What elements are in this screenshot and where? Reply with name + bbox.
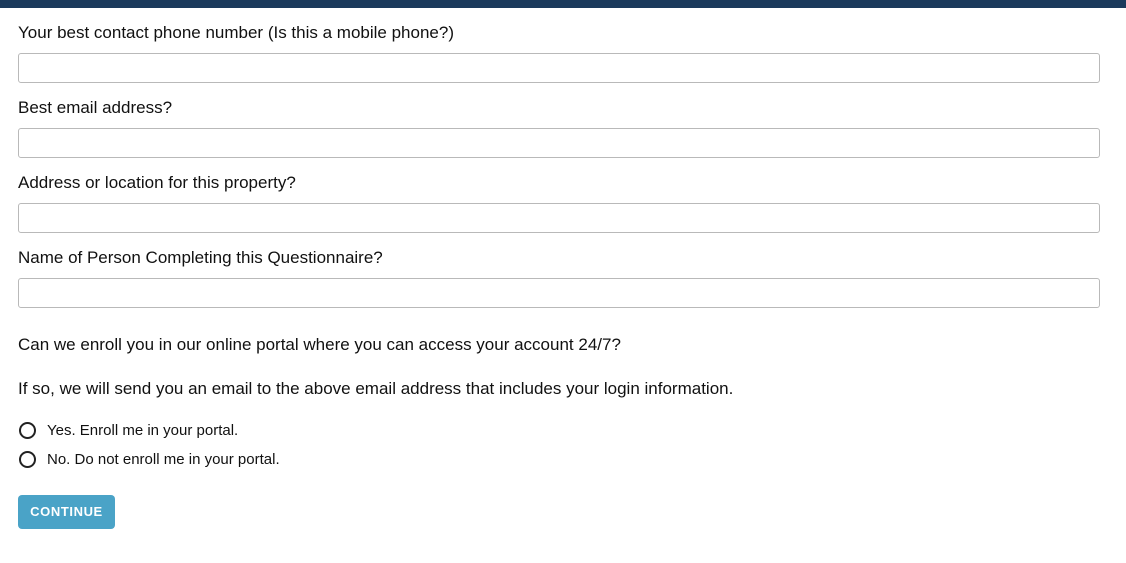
continue-button[interactable]: CONTINUE xyxy=(18,495,115,529)
radio-circle-icon[interactable] xyxy=(19,451,36,468)
top-accent-bar xyxy=(0,0,1126,8)
radio-circle-icon[interactable] xyxy=(19,422,36,439)
field-email-label: Best email address? xyxy=(18,98,173,117)
portal-option-no-label: No. Do not enroll me in your portal. xyxy=(47,451,280,468)
field-name-label: Name of Person Completing this Questionnaire? xyxy=(18,248,383,267)
questionnaire-form xyxy=(0,22,1126,529)
field-phone-label: Your best contact phone number (Is this a mobile phone?) xyxy=(18,23,454,42)
field-address-label: Address or location for this property? xyxy=(18,173,296,192)
phone-input[interactable] xyxy=(18,53,1100,83)
field-address xyxy=(18,172,1108,233)
field-phone xyxy=(18,22,1108,83)
portal-question-text: Can we enroll you in our online portal where you can access your account 24/7? xyxy=(18,335,621,354)
email-input[interactable] xyxy=(18,128,1100,158)
portal-option-yes-label: Yes. Enroll me in your portal. xyxy=(47,422,239,439)
address-input[interactable] xyxy=(18,203,1100,233)
field-email xyxy=(18,97,1108,158)
name-input[interactable] xyxy=(18,278,1100,308)
portal-option-yes[interactable] xyxy=(18,416,1108,445)
portal-radio-group xyxy=(18,416,1108,474)
field-name xyxy=(18,247,1108,308)
portal-option-no[interactable] xyxy=(18,445,1108,474)
portal-note-text: If so, we will send you an email to the above email address that includes your login information. xyxy=(18,379,734,398)
